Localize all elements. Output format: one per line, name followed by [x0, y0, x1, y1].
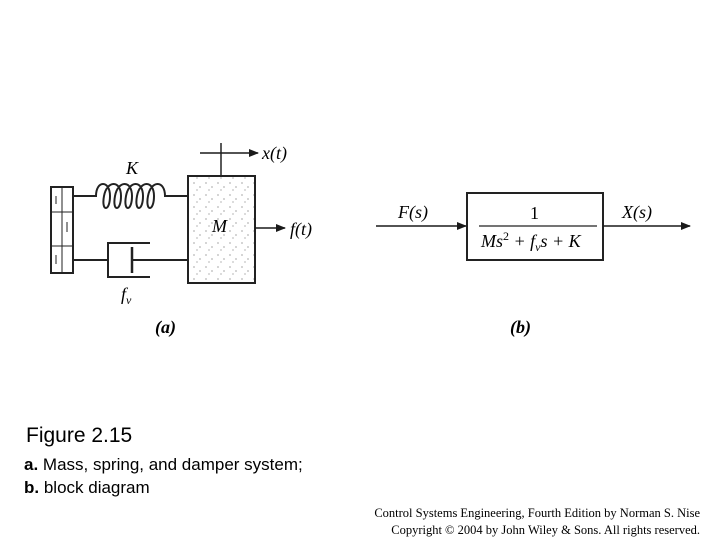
panel-label-b: (b) [510, 317, 531, 337]
caption-key-a: a. [24, 455, 39, 474]
tf-den-exp: 2 [503, 229, 509, 243]
figure-title: Figure 2.15 [26, 424, 133, 447]
caption-text-a: Mass, spring, and damper system; [38, 455, 303, 474]
mass-spring-damper-system [51, 143, 312, 338]
displacement-label: x(t) [262, 143, 287, 163]
damper-label [121, 284, 132, 307]
caption-key-b: b. [24, 478, 40, 497]
block-diagram [376, 193, 690, 338]
force-label: f(t) [290, 219, 312, 239]
damper-label-subscript: v [126, 293, 132, 307]
tf-numerator: 1 [530, 203, 539, 223]
credit-line-2: Copyright © 2004 by John Wiley & Sons. All rights reserved. [391, 523, 700, 537]
input-label: F(s) [398, 202, 428, 222]
damper-label-main: f [121, 284, 127, 304]
caption-line-a [24, 453, 303, 476]
panel-label-a: (a) [155, 317, 176, 337]
spring [73, 184, 188, 208]
figure-caption [24, 453, 303, 499]
displacement-arrow [200, 143, 258, 176]
mass-label: M [212, 216, 227, 236]
tf-den-a: Ms [481, 231, 503, 251]
caption-text-b: block diagram [39, 478, 150, 497]
tf-den-b: + f [509, 231, 536, 251]
wall [51, 187, 73, 273]
output-label: X(s) [622, 202, 652, 222]
damper [73, 243, 188, 277]
tf-den-c: s + K [540, 231, 581, 251]
credit-line-1: Control Systems Engineering, Fourth Edition by Norman S. Nise [374, 506, 700, 520]
tf-den-sub: v [535, 240, 541, 254]
spring-label: K [126, 158, 139, 178]
caption-line-b [24, 476, 303, 499]
tf-denominator [480, 229, 582, 254]
copyright-credit [374, 505, 700, 539]
